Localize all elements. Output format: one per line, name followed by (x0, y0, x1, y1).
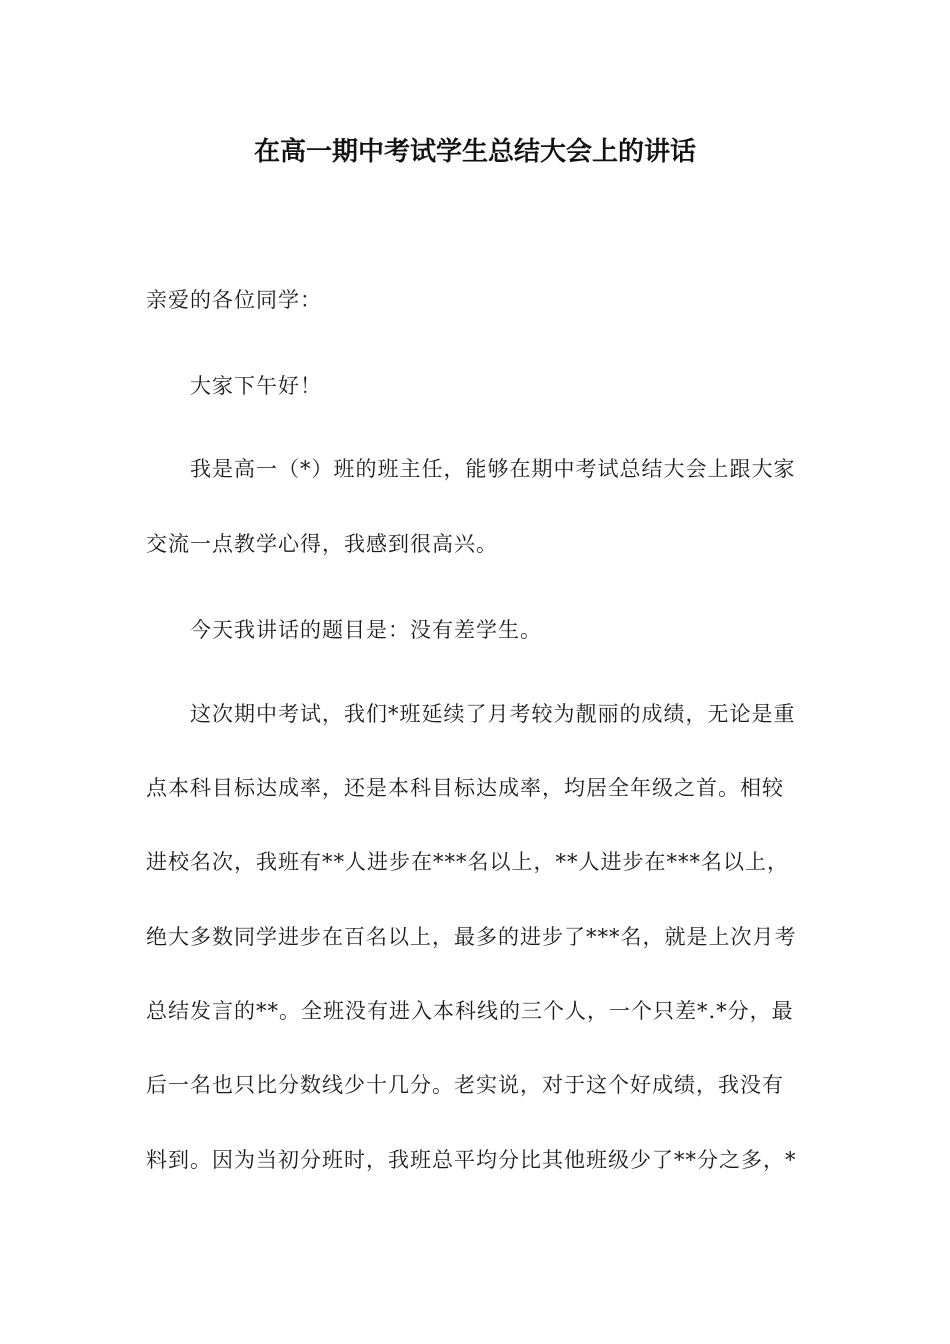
paragraph-line: 进校名次，我班有**人进步在***名以上，**人进步在***名以上， (146, 850, 789, 874)
document-title: 在高一期中考试学生总结大会上的讲话 (253, 137, 696, 167)
paragraph-line: 总结发言的**。全班没有进入本科线的三个人，一个只差*.*分，最 (146, 999, 794, 1023)
paragraph-line: 后一名也只比分数线少十几分。老实说，对于这个好成绩，我没有 (146, 1073, 784, 1097)
paragraph-line: 绝大多数同学进步在百名以上，最多的进步了***名，就是上次月考 (146, 925, 797, 949)
paragraph-line: 我是高一（*）班的班主任，能够在期中考试总结大会上跟大家 (190, 457, 796, 481)
salutation-line: 亲爱的各位同学： (146, 288, 322, 312)
greeting-line: 大家下午好！ (190, 374, 322, 398)
paragraph-line: 这次期中考试，我们*班延续了月考较为靓丽的成绩，无论是重 (190, 702, 796, 726)
paragraph-line: 点本科目标达成率，还是本科目标达成率，均居全年级之首。相较 (146, 776, 784, 800)
paragraph-line: 料到。因为当初分班时，我班总平均分比其他班级少了**分之多，* (146, 1148, 797, 1172)
paragraph-line: 交流一点教学心得，我感到很高兴。 (146, 532, 498, 556)
paragraph-line: 今天我讲话的题目是：没有差学生。 (190, 618, 542, 642)
